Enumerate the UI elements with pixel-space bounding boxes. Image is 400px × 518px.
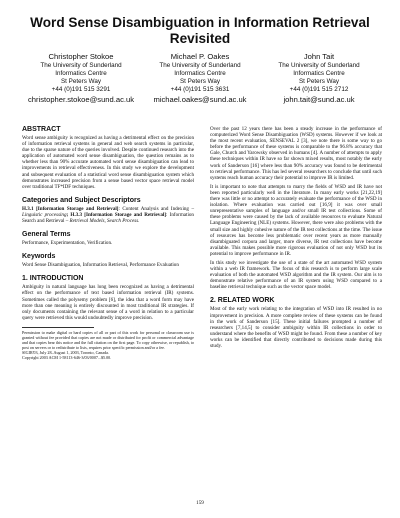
- author-block: [22, 52, 378, 105]
- author-department: Informatics Centre: [174, 69, 226, 77]
- author-address: St Peters Way: [179, 78, 220, 85]
- author-email: john.tait@sund.ac.uk: [283, 95, 355, 105]
- body-paragraph: Most of the early work relating to the integration of WSD into IR resulted in no improvement in precision. A more complete review of these systems can be found in the work of Sanderson [15]. These initial failures prompted a number of researchers [7,14,5] to consider ambiguity within IR collections in order to understand where the benefits of WSD might be found. From these a number of key works can be identified that directly contributed to decisions made during this study.: [210, 306, 382, 349]
- author-affiliation: The University of Sunderland: [159, 61, 241, 69]
- conference-line: SIGIR'03, July 28–August 1, 2003, Toronto, Canada.: [22, 349, 109, 355]
- author-name: Michael P. Oakes: [170, 52, 230, 61]
- author-email: christopher.stokoe@sund.ac.uk: [27, 95, 135, 105]
- category-name: [Information Storage and Retrieval]: [84, 211, 166, 218]
- author-2: [141, 52, 259, 105]
- related-work-heading: 2. RELATED WORK: [210, 297, 275, 305]
- footnote-rule: [22, 327, 94, 328]
- author-department: Informatics Centre: [55, 69, 107, 77]
- copyright-notice: Permission to make digital or hard copies of all or part of this work for personal or classroom use is granted without fee provided that copies are not made or distributed for profit or commercial advantage and that copies bear this notice and the full citation on the first page. To copy otherwise, or republish, to post on servers or to redistribute to lists, requires prior specific permission and/or a fee.: [22, 329, 194, 350]
- left-column: [22, 125, 194, 360]
- author-address: St Peters Way: [298, 78, 339, 85]
- category-sub: : Content Analysis and Indexing –: [118, 205, 194, 212]
- author-phone: +44 (0)191 515 3631: [170, 86, 230, 94]
- terms-text: Performance, Experimentation, Verification.: [22, 240, 113, 247]
- paper-title: Word Sense Disambiguation in Information Retrieval Revisited: [30, 15, 370, 46]
- body-paragraph: In this study we investigate the use of a state of the art automated WSD system within a web IR framework. The focus of this research is to perform large scale evaluation of both the automated WSD algorithm and the IR system. Our aim is to demonstrate relative performance of an IR system using WSD compared to a baseline retrieval technique such as the vector space model.: [210, 259, 382, 291]
- copyright-line: Copyright 2003 ACM 1-58113-646-3/03/0007...$5.00.: [22, 354, 112, 360]
- author-name: John Tait: [303, 52, 335, 61]
- keywords-text: Word Sense Disambiguation, Information Retrieval, Performance Evaluation: [22, 262, 179, 269]
- category-sub: : Information Search and Retrieval –: [22, 211, 194, 225]
- author-1: [22, 52, 140, 105]
- author-phone: +44 (0)191 515 2712: [289, 86, 349, 94]
- author-address: St Peters Way: [60, 78, 101, 85]
- right-column: [210, 126, 382, 352]
- category-desc: Retrieval Models, Search Process.: [69, 218, 140, 225]
- keywords-heading: Keywords: [22, 253, 56, 261]
- category-desc: Linguistic processing: [22, 211, 67, 218]
- body-paragraph: It is important to note that attempts to marry the fields of WSD and IR have not been reported particularly well in the literature. In many early works [21,22,19] there was little or no attempt to accurately evaluate the performance of the WSD in isolation. Where evaluation was carried out [16,9] it was over small unrepresentative samples of language and/or small IR test collections. Some of these problems were caused by the lack of available resources to evaluate Natural Language Engineering (NLE) systems. However, there were also problems with the small size and highly cohesive nature of the IR test collections at the time. The issue of resources has become less problematic over recent years as more manually disambiguated corpora and larger, more diverse, IR test collections have become available. This makes possible more rigorous evaluation of not only WSD but its potential to improve performance in IR.: [210, 183, 382, 257]
- category-code: H.3.1: [22, 205, 37, 212]
- author-name: Christopher Stokoe: [48, 52, 114, 61]
- page-number: 159: [196, 500, 204, 506]
- intro-paragraph: Ambiguity in natural language has long been recognized as having a detrimental effect on the performance of text based information retrieval (IR) systems. Sometimes called the polysemy problem [6], the idea that a word form may have more than one meaning is entirely discounted in most traditional IR strategies. If only documents containing the relevant sense of a word in relation to a particular query were retrieved this would undoubtedly improve precision.: [22, 284, 194, 321]
- author-affiliation: The University of Sunderland: [278, 61, 360, 69]
- category-code: ; H.3.3: [66, 211, 85, 218]
- author-department: Informatics Centre: [293, 69, 345, 77]
- intro-heading: 1. INTRODUCTION: [22, 275, 84, 283]
- categories-text: [22, 206, 194, 224]
- terms-heading: General Terms: [22, 231, 71, 239]
- abstract-heading: ABSTRACT: [22, 126, 61, 133]
- body-paragraph: Over the past 12 years there has been a steady increase in the performance of computerized Word Sense Disambiguation (WSD) systems. However if we look at the most recent evaluation, SENSEVAL 2 [3], we note there is some way to go before the performance of these systems is comparable to the 96.8% accuracy that Gale, Church and Yarowsky observed in humans [4]. A number of attempts to apply these techniques within IR have so far shown mixed results, most notably the early work of Sanderson [16] where less than 90% accuracy was found to be detrimental to retrieval performance. This has led several researchers to conclude that until such systems reach human accuracy their potential to improve IR is limited.: [210, 126, 382, 181]
- abstract-text: Word sense ambiguity is recognized as having a detrimental effect on the precision of information retrieval systems in general and web search systems in particular, due to the sparse nature of the queries involved. Despite continued research into the application of automated word sense disambiguation, the question remains as to whether less than 90% accurate automated word sense disambiguation can lead to improvements in retrieval effectiveness. In this study we explore the development and subsequent evaluation of a statistical word sense disambiguation system which demonstrates increased precision from a sense based vector space retrieval model over traditional TF*IDF techniques.: [22, 135, 194, 190]
- author-3: [260, 52, 378, 105]
- author-affiliation: The University of Sunderland: [40, 61, 122, 69]
- category-name: [Information Storage and Retrieval]: [36, 205, 119, 212]
- author-email: michael.oakes@sund.ac.uk: [153, 95, 247, 105]
- categories-heading: Categories and Subject Descriptors: [22, 196, 141, 204]
- author-phone: +44 (0)191 515 3291: [51, 86, 111, 94]
